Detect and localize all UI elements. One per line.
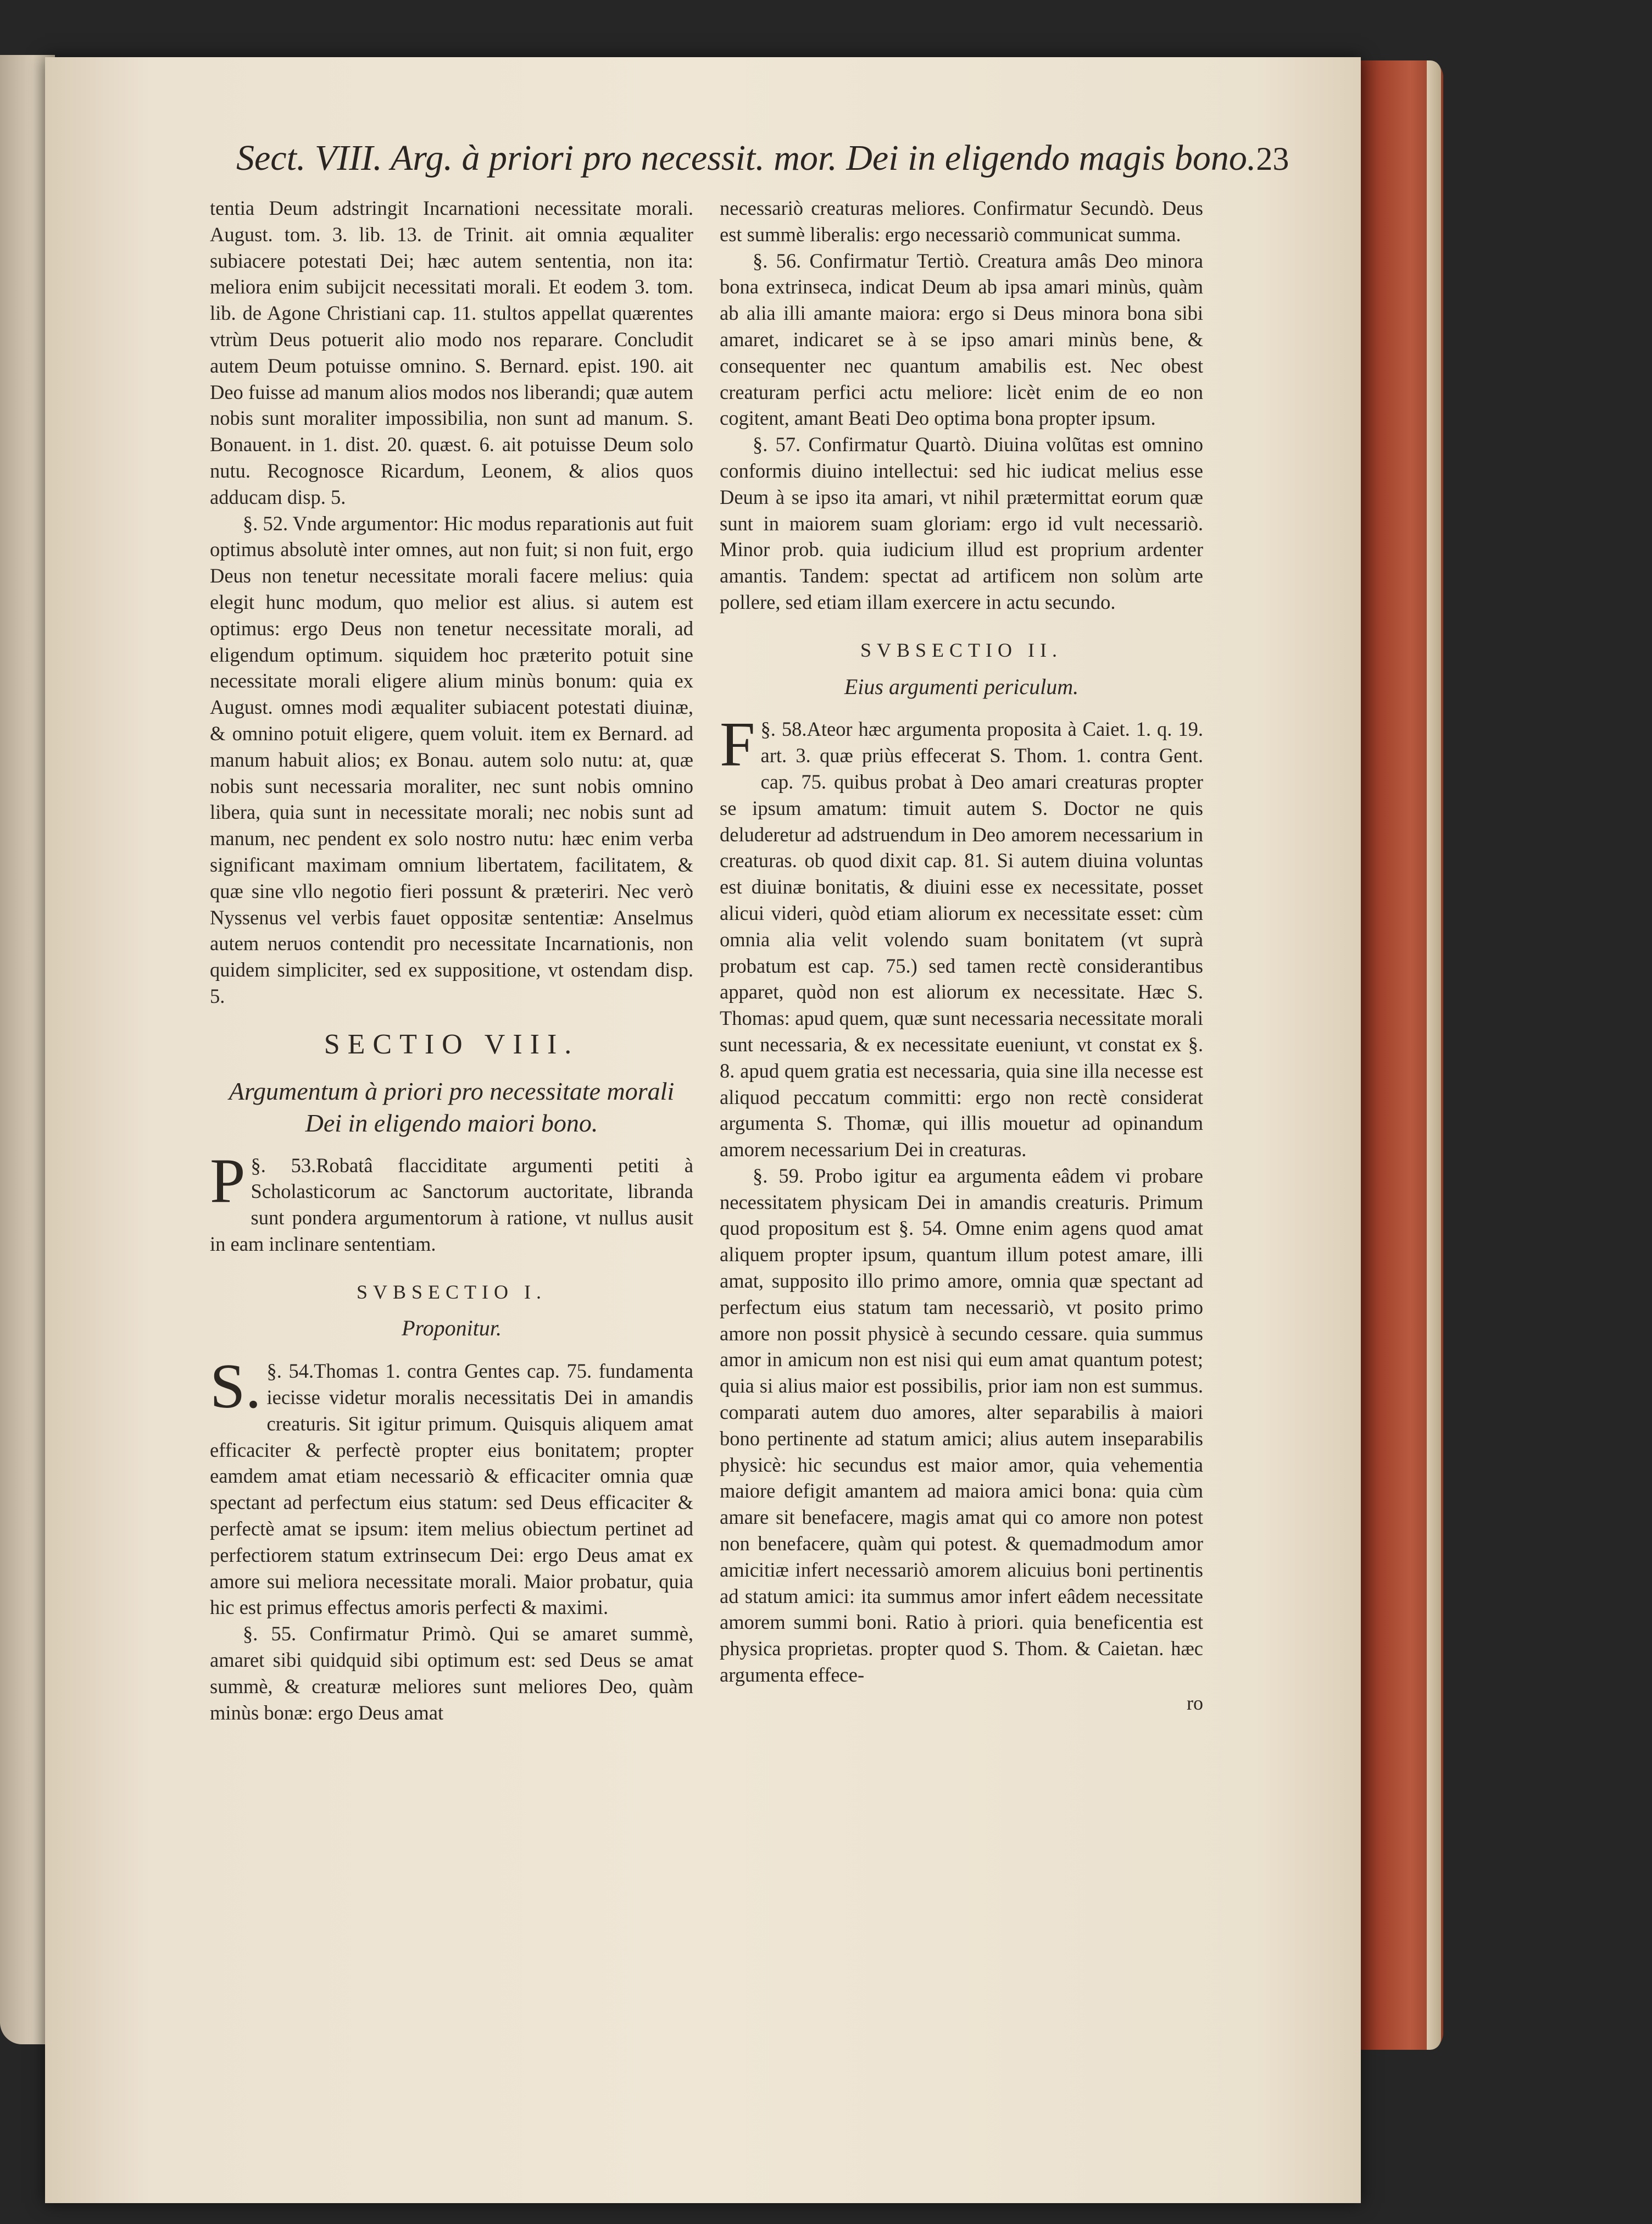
paragraph-52: §. 52. Vnde argumentor: Hic modus reparationis aut fuit optimus absolutè inter omnes, aut non fuit; si non fuit, ergo Deus non tenetur necessitate morali facere melius: quia elegit hunc modum, quo melior est alius. si autem est optimus: ergo Deus non tenetur necessitate morali, ad eligendum optimum. siquidem hoc præterito potuit sine necessitate morali eligere alium minùs bonum: quia ex August. omnes modi æqualiter subiacent potestati diuinæ, & omnino potuit eligere, quem voluit. item ex Bernard. ad manum habuit alios; ex Bonau. autem solo nutu: at, quæ nobis sunt necessaria moraliter, nec sunt nobis omnino libera, quia sunt in necessitate morali; nec nobis sunt ad manum, nec pendent ex solo nostro nutu: hæc enim verba significant maximam omnium libertatem, facilitatem, & quæ sine vllo negotio fieri possunt & præteriri. Nec verò Nyssenus vel verbis fauet oppositæ sententiæ: Anselmus autem neruos contendit pro necessitate Incarnationis, non quidem simpliciter, sed ex suppositione, vt ostendam disp. 5. <box>210 512 693 1007</box>
paragraph-55: §. 55. Confirmatur Primò. Qui se amaret summè, amaret sibi quidquid sibi optimum est: sed Deus se amat summè, & creaturæ meliores sunt meliores Deo, quàm minùs bonæ: ergo Deus amat <box>210 1622 693 1724</box>
drop-cap: F <box>720 709 755 780</box>
paragraph-58 <box>720 709 1203 1163</box>
drop-cap: S. <box>210 1351 262 1422</box>
catchword: ro <box>1187 1691 1203 1714</box>
paragraph-54 <box>210 1351 693 1621</box>
section-heading: SECTIO VIII. <box>324 1028 580 1060</box>
page-fore-edge <box>1427 60 1441 2050</box>
paragraph-text: Thomas 1. contra Gentes cap. 75. fundamenta iecisse videtur moralis necessitatis Dei in amandis creaturis. Sit igitur primum. Quisquis aliquem amat efficaciter & perfectè propter eius bonitatem; propter eamdem amat etiam necessariò & efficaciter omnia quæ spectant ad perfectum eius statum: sed Deus efficaciter & perfectè amat se ipsum: item melius obiectum pertinet ad perfectiorem statum extrinsecum Dei: ergo Deus amat ex amore sui meliora necessitate morali. Maior probatur, quia hic est primus effectus amoris perfecti & maximi. <box>210 1360 693 1619</box>
paragraph-56: §. 56. Confirmatur Tertiò. Creatura amâs Deo minora bona extrinseca, indicat Deum ab ipsa amari minùs, quàm ab alia illi amante maiora: ergo si Deus minora bona sibi amaret, indicaret se à se ipso amari minùs bene, & consequenter nec quantum amabilis est. Nec obest creaturam perfici actu meliore: licèt enim de eo non cogitent, amant Beati Deo optima bona propter ipsum. <box>720 249 1203 430</box>
paragraph-continued: necessariò creaturas meliores. Confirmatur Secundò. Deus est summè liberalis: ergo necessariò communicat summa. <box>720 197 1203 246</box>
left-column <box>210 195 693 1726</box>
paragraph-text: Ateor hæc argumenta proposita à Caiet. 1. q. 19. art. 3. quæ priùs effecerat S. Thom. 1. contra Gent. cap. 75. quibus probat à Deo amari creaturas propter se ipsum amatum: timuit autem S. Doctor ne quis deluderetur ad adstruendum in Deo amorem necessarium in creaturas. ob quod dixit cap. 81. Si autem diuina voluntas est diuinæ bonitatis, & diuini esse ex necessitate, posset alicui videri, quòd etiam aliorum ex necessitate esset: cùm omnia alia velit volendo suam bonitatem (vt suprà probatum est cap. 75.) sed tamen rectè considerantibus apparet, quòd non est aliorum ex necessitate. Hæc S. Thomas: apud quem, quæ sunt necessaria necessitate morali sunt necessaria, & ex necessitate eueniunt, vt constat ex §. 8. apud quem gratia est necessaria, quia sine illa necesse est aliquod peccatum committi: ergo non rectè considerat argumenta S. Thomæ, qui illis mouetur ad opinandum amorem necessarium Dei in creaturas. <box>720 718 1203 1161</box>
paragraph-continued: tentia Deum adstringit Incarnationi necessitate morali. August. tom. 3. lib. 13. de Trinit. ait omnia æqualiter subiacere potestati Dei; hæc autem sententia, non ita: meliora enim subijcit necessitati morali. Et eodem 3. tom. lib. de Agone Christiani cap. 11. stultos appellat quærentes vtrùm Deus potuerit alio modo nos reparare. Concludit autem Deum potuisse omnino. S. Bernard. epist. 190. ait Deo fuisse ad manum alios modos nos liberandi; quæ autem nobis sunt moraliter impossibilia, non sunt ad manum. S. Bonauent. in 1. dist. 20. quæst. 6. ait potuisse Deum solo nutu. Recognosce Ricardum, Leonem, & alios quos adducam disp. 5. <box>210 197 693 508</box>
subsection-subtitle: Eius argumenti periculum. <box>844 674 1079 699</box>
subsection-subtitle: Proponitur. <box>402 1316 502 1341</box>
paragraph-number: §. 54. <box>266 1360 314 1383</box>
paragraph-number: §. 53. <box>251 1153 316 1177</box>
subsection-heading: SVBSECTIO I. <box>356 1280 547 1303</box>
subsection-heading: SVBSECTIO II. <box>860 639 1063 661</box>
running-header <box>236 137 1289 192</box>
paragraph-59: §. 59. Probo igitur ea argumenta eâdem vi probare necessitatem physicam Dei in amandis creaturis. Primum quod propositum est §. 54. Omne enim agens quod amat aliquem propter ipsum, quantum illum potest amare, illi amat, supposito illo primo amore, omnia quæ spectant ad perfectum eius statum tam necessariò, vt posito primo amore non possit physicè à secundo cessare. quia summus amor in amicum non est nisi qui eum amat quantum potest; quia si alius maior est possibilis, prior iam non est summus. comparati autem duo amores, alter separabilis à maiori bono pertinente ad statum amici; alius autem inseparabilis physicè: hic secundus est maior amor, quia vehementia maiore defigit amantem ad maiora amici bona: quia cùm amare sit benefacere, magis amat qui co amore non potest non benefacere, quàm qui potest. & quemadmodum amor amicitiæ infert necessariò amorem alicuius boni pertinentis ad statum amici: ita summus amor infert eâdem necessitate amorem summi boni. Ratio à priori. quia beneficentia est physica proprietas. propter quod S. Thom. & Caietan. hæc argumenta effece- <box>720 1164 1203 1687</box>
page-number: 23 <box>1256 141 1289 177</box>
paragraph-57: §. 57. Confirmatur Quartò. Diuina volũtas est omnino conformis diuino intellectui: sed hic iudicat melius esse Deum à se ipso ita amari, vt nihil prætermittat eorum quæ sunt in maiorem suam gloriam: ergo id vult necessariò. Minor prob. quia iudicium illud est proprium ardenter amantis. Tandem: spectat ad artificem non solùm arte pollere, sed etiam illam exercere in actu secundo. <box>720 433 1203 613</box>
red-page-edges <box>1361 60 1443 2050</box>
section-subtitle: Argumentum à priori pro necessitate morali Dei in eligendo maiori bono. <box>229 1077 675 1137</box>
paragraph-text: Robatâ flacciditate argumenti petiti à Scholasticorum ac Sanctorum auctoritate, libranda sunt pondera argumentorum à ratione, vt nullus ausit in eam inclinare sententiam. <box>210 1153 693 1255</box>
running-title: Sect. VIII. Arg. à priori pro necessit. mor. Dei in eligendo magis bono. <box>236 138 1256 178</box>
paragraph-53 <box>210 1145 693 1257</box>
right-column <box>720 195 1203 1717</box>
paragraph-number: §. 58. <box>760 718 807 741</box>
drop-cap: P <box>210 1145 246 1216</box>
